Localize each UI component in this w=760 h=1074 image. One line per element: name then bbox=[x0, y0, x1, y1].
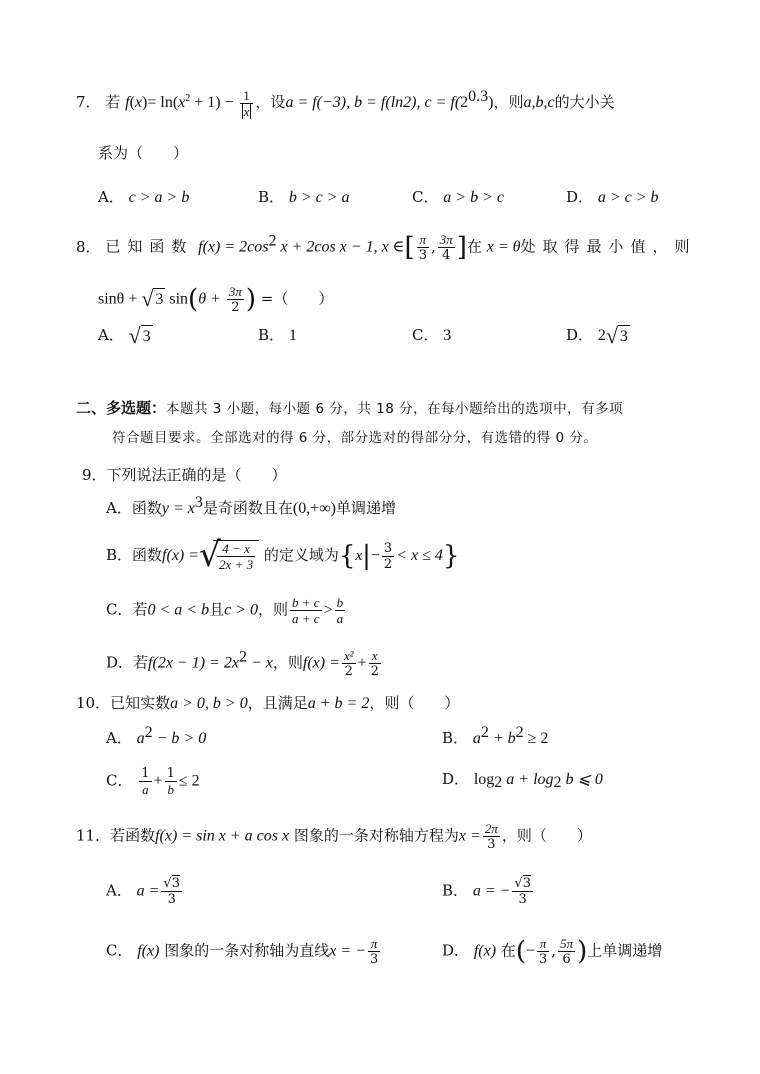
q9-a-text1: 函数 bbox=[131, 499, 162, 517]
q9-option-c-label: C． bbox=[106, 600, 133, 619]
q10-d-rest: b ⩽ 0 bbox=[561, 771, 603, 788]
q8-theta: x = θ bbox=[486, 238, 521, 256]
q7-option-a[interactable] bbox=[98, 186, 189, 209]
q11-d-t2: 5π bbox=[560, 936, 574, 951]
q11-option-b[interactable] bbox=[442, 876, 535, 907]
q9-d-fraction2 bbox=[369, 648, 381, 679]
q11-d-t1: π bbox=[537, 936, 549, 952]
q8-option-a[interactable] bbox=[98, 324, 153, 348]
q7-exp: 0.3 bbox=[468, 88, 489, 106]
q7-lead: 若 bbox=[105, 93, 121, 112]
q11-option-d-label: D． bbox=[442, 941, 470, 960]
q9-a-text3: 单调递增 bbox=[335, 499, 396, 517]
q9-b-set-x: x bbox=[355, 548, 363, 564]
q11-d-fraction1 bbox=[537, 936, 549, 967]
q7-minus: − bbox=[220, 94, 238, 112]
q9-d-top1: x² bbox=[343, 648, 354, 663]
q11-a-bot: 3 bbox=[167, 892, 176, 907]
q10-stem-d: a + b = 2 bbox=[307, 695, 370, 712]
q9-c-top2: b bbox=[336, 595, 344, 610]
q9-b-frac-bot: 2x + 3 bbox=[219, 557, 254, 572]
q8-tail: 处取得最小值，则 bbox=[520, 237, 697, 256]
q9-option-d[interactable] bbox=[106, 648, 383, 679]
q11-b-top: √3 bbox=[514, 876, 531, 891]
q7-frac-top: 1 bbox=[240, 88, 254, 104]
q7-x2: x bbox=[178, 94, 186, 112]
q7-line2 bbox=[98, 142, 188, 164]
q8-option-a-sqrt: √ 3 bbox=[128, 322, 151, 348]
q11-a-top-val: 3 bbox=[171, 876, 180, 891]
q10-b-exp1: 2 bbox=[480, 724, 489, 741]
q8-option-d[interactable] bbox=[566, 324, 630, 348]
q9-option-b[interactable] bbox=[106, 535, 460, 575]
q9-b-set-bar: | bbox=[362, 541, 371, 571]
q8-option-d-sqrt: √ 3 bbox=[605, 322, 628, 348]
q11-a-top: √3 bbox=[163, 876, 180, 891]
q8-bracket-close: ] bbox=[456, 232, 467, 263]
q11-option-b-label: B． bbox=[442, 881, 469, 900]
q11-stem-x: x = bbox=[458, 827, 481, 845]
q7-line1 bbox=[76, 88, 615, 119]
section2-body2: 符合题目要求。全部选对的得 6 分，部分选对的得部分分，有选错的得 0 分。 bbox=[112, 430, 598, 446]
q9-d-fx: f(x) = bbox=[302, 654, 340, 672]
q8-line2a: sinθ + bbox=[98, 290, 142, 308]
q7-option-c[interactable] bbox=[412, 186, 504, 209]
q10-d-log1: log bbox=[473, 771, 495, 788]
q10-c-b1: a bbox=[142, 782, 149, 797]
q7-abc-def: a = f(−3), b = f(ln2), c = f( bbox=[285, 94, 461, 112]
q11-b-top-val: 3 bbox=[522, 876, 531, 891]
q10-c-fraction1 bbox=[139, 766, 151, 797]
q11-stem-a: 若函数 bbox=[110, 826, 156, 845]
q9-a-exp: 3 bbox=[194, 494, 203, 511]
q9-b-text2: 的定义域为 bbox=[263, 546, 339, 564]
q7-arg-close: + 1) bbox=[190, 94, 221, 112]
q11-d-comma: , bbox=[551, 941, 557, 960]
q7-abs-x: x bbox=[243, 104, 250, 119]
q9-c-fraction2 bbox=[335, 595, 346, 626]
q9-b-set-fraction bbox=[382, 541, 394, 572]
q8-int-a bbox=[417, 232, 429, 263]
q8-option-a-text: 3 bbox=[141, 325, 153, 348]
q7-square: 2 bbox=[185, 93, 191, 105]
q8-line2b: sin bbox=[165, 290, 189, 308]
q8-lead: 已知函数 bbox=[105, 237, 194, 256]
q10-stem-e: ，则（ ） bbox=[369, 694, 460, 712]
q9-option-c[interactable] bbox=[106, 595, 347, 626]
q9-d-bot2: 2 bbox=[370, 664, 379, 679]
q9-d-bot1: 2 bbox=[344, 664, 353, 679]
q11-d-paren-open: ( bbox=[515, 936, 526, 967]
q7-option-b[interactable] bbox=[258, 186, 350, 209]
q8-int-b bbox=[438, 232, 455, 263]
q9-a-interval: (0,+∞) bbox=[292, 500, 336, 517]
q10-stem-b: a > 0, b > 0 bbox=[170, 695, 248, 712]
q10-a-a: a bbox=[136, 730, 145, 747]
q9-a-text2: 是奇函数且在 bbox=[202, 499, 293, 517]
q10-d-base2: 2 bbox=[553, 774, 562, 791]
q10-c-tail: ≤ 2 bbox=[178, 772, 200, 790]
q9-stem bbox=[82, 464, 287, 486]
q11-stem-c: ，则（ ） bbox=[501, 826, 592, 845]
q9-b-func: f(x) = bbox=[162, 547, 200, 564]
q11-d-paren-close: ) bbox=[577, 936, 588, 967]
q11-d-text: 上单调递增 bbox=[587, 941, 663, 960]
q7-paren: ( bbox=[129, 94, 135, 112]
q7-arg-open: ( bbox=[172, 94, 179, 112]
q7-option-d-text: a > c > b bbox=[597, 189, 659, 206]
q11-d-fraction2 bbox=[558, 936, 575, 967]
q9-option-b-label: B． bbox=[106, 546, 133, 564]
q11-a-eq: a = bbox=[136, 882, 160, 900]
q9-b-text1: 函数 bbox=[132, 546, 163, 564]
q7-vars: a,b,c bbox=[523, 94, 555, 112]
q8-line1: 8． 已知函数 $f(x) = 2\cos^2$ x + 2cos x − 1, x ∈[ $\frac{\pi}{3}$ , $\frac{3\pi}{4}$ ]在 x = θ处取得最小值，则 bbox=[76, 232, 697, 263]
q9-c-top1: b + c bbox=[292, 595, 320, 610]
q8-option-d-label: D． bbox=[566, 326, 594, 344]
q11-c-fx: f(x) bbox=[137, 942, 160, 960]
q8-line2c: =（ ） bbox=[256, 289, 334, 308]
q10-c-b2: b bbox=[167, 782, 174, 797]
q11-stem-fraction bbox=[483, 821, 500, 852]
q11-c-bot: 3 bbox=[369, 952, 379, 967]
q10-b-rest: ≥ 2 bbox=[523, 730, 549, 747]
q8-option-d-sqrt-text: 3 bbox=[618, 325, 630, 348]
q11-option-a-label: A． bbox=[106, 881, 132, 900]
q8-int-a-top: π bbox=[417, 232, 429, 248]
q8-option-a-label: A． bbox=[98, 326, 124, 344]
q8-option-c[interactable] bbox=[412, 324, 451, 347]
q11-stem-b: 图象的一条对称轴方程为 bbox=[293, 826, 459, 845]
q9-c-fraction1 bbox=[290, 595, 322, 626]
q7-tail: ，则 bbox=[493, 93, 524, 112]
q10-stem-c: ，且满足 bbox=[247, 694, 308, 712]
q8-mid: 在 bbox=[466, 237, 482, 256]
q9-d-exp: 2 bbox=[238, 648, 247, 666]
q9-c-bot2: a bbox=[336, 611, 344, 626]
q9-d-text1: 若 bbox=[133, 653, 149, 672]
q10-option-c-label: C． bbox=[106, 771, 133, 790]
q9-b-brace-close: } bbox=[442, 541, 460, 571]
q7-line2-text: 系为（ ） bbox=[98, 144, 189, 162]
q8-option-b-text: 1 bbox=[288, 327, 297, 344]
q7-option-d[interactable] bbox=[566, 186, 659, 209]
q9-b-sqrt: √ $\frac{4 - x}{2x + 3}$ bbox=[199, 540, 259, 572]
q9-d-func: f(2x − 1) = 2x bbox=[148, 654, 239, 672]
q8-option-c-text: 3 bbox=[443, 327, 452, 344]
q9-c-cond2: c > 0 bbox=[224, 601, 259, 619]
q10-option-a[interactable] bbox=[106, 724, 207, 750]
q9-option-a-label: A． bbox=[106, 499, 132, 517]
q8-frac-top: 3π bbox=[228, 284, 242, 299]
q8-int-b-top: 3π bbox=[439, 232, 453, 247]
q7-option-c-text: a > b > c bbox=[443, 189, 504, 206]
q7-option-b-text: b > c > a bbox=[288, 189, 350, 206]
q8-int-b-bot: 4 bbox=[442, 248, 451, 263]
q10-c-plus: + bbox=[153, 772, 163, 790]
q9-option-d-label: D． bbox=[106, 653, 134, 672]
q9-b-brace-open: { bbox=[338, 541, 356, 571]
q8-int-a-bot: 3 bbox=[418, 248, 427, 263]
q11-a-fraction bbox=[161, 876, 182, 907]
q11-d-b1: 3 bbox=[539, 952, 548, 967]
q9-b-fraction bbox=[217, 541, 255, 572]
q9-b-set-top: 3 bbox=[383, 540, 393, 556]
q7-f: f bbox=[125, 94, 130, 112]
q10-option-c[interactable] bbox=[106, 766, 200, 797]
q7-close: ) bbox=[488, 94, 494, 112]
q10-b-exp2: 2 bbox=[515, 724, 524, 741]
q9-number: 9． bbox=[82, 466, 107, 484]
q11-d-fx: f(x) bbox=[473, 942, 497, 960]
q8-option-b-label: B． bbox=[258, 326, 285, 344]
q8-fraction bbox=[227, 284, 244, 315]
q11-stem-bot: 3 bbox=[487, 837, 496, 852]
q7-option-a-text: c > a > b bbox=[128, 189, 190, 206]
q9-c-gt: > bbox=[323, 601, 333, 619]
q10-option-b-label: B． bbox=[442, 729, 469, 747]
q8-bracket-open: [ bbox=[404, 232, 415, 263]
q10-number: 10． bbox=[76, 694, 111, 712]
q8-line2 bbox=[98, 284, 333, 315]
q11-option-d[interactable] bbox=[442, 936, 662, 967]
q10-option-b[interactable] bbox=[442, 724, 549, 750]
section2-body1: 本题共 3 小题，每小题 6 分，共 18 分，在每小题给出的选项中，有多项 bbox=[166, 401, 624, 417]
q10-b-a: a bbox=[472, 730, 481, 747]
q8-func: f(x) = 2cos bbox=[198, 238, 269, 256]
q9-d-then: ，则 bbox=[272, 653, 303, 672]
q10-c-t2: 1 bbox=[166, 766, 175, 781]
q9-b-frac-top: 4 − x bbox=[217, 541, 255, 557]
q11-b-fraction bbox=[512, 876, 533, 907]
q8-func2: x + 2cos x − 1, x ∈ bbox=[276, 238, 405, 256]
q8-number: 8． bbox=[76, 237, 101, 256]
q7-fraction bbox=[240, 88, 254, 119]
q9-b-set-minus: − bbox=[370, 547, 380, 564]
q10-d-mid: a + log bbox=[502, 771, 554, 788]
q11-d-minus: − bbox=[525, 942, 535, 960]
q7-paren-close: ) bbox=[142, 94, 148, 112]
section2-line2 bbox=[112, 426, 597, 449]
q11-d-b2: 6 bbox=[562, 952, 571, 967]
q10-b-b: + b bbox=[488, 730, 516, 747]
q8-paren-open: ( bbox=[188, 284, 199, 315]
q11-option-c[interactable] bbox=[106, 936, 382, 967]
q8-option-d-text: 2 bbox=[597, 327, 606, 344]
q10-c-t1: 1 bbox=[141, 766, 150, 781]
q9-stem-text: 下列说法正确的是（ ） bbox=[106, 466, 287, 484]
q8-option-c-label: C． bbox=[412, 326, 439, 344]
q10-c-fraction2 bbox=[165, 766, 177, 797]
q7-two: 2 bbox=[460, 94, 469, 112]
q11-c-x: x = − bbox=[329, 942, 366, 960]
q9-c-and: 且 bbox=[209, 600, 225, 619]
q9-d-top2: x bbox=[369, 648, 381, 664]
q11-b-eq: a = − bbox=[472, 882, 511, 900]
q10-option-a-label: A． bbox=[106, 729, 132, 747]
q10-d-base1: 2 bbox=[494, 774, 503, 791]
q8-option-b[interactable] bbox=[258, 324, 297, 347]
q9-c-cond1: 0 < a < b bbox=[147, 601, 210, 619]
q7-option-a-label: A． bbox=[98, 188, 124, 206]
q9-b-set-bot: 2 bbox=[383, 556, 393, 572]
q11-stem-top: 2π bbox=[484, 821, 498, 836]
q8-frac-bot: 2 bbox=[231, 300, 240, 315]
q11-option-a[interactable] bbox=[106, 876, 184, 907]
q9-b-set-right: < x ≤ 4 bbox=[396, 547, 443, 564]
q11-stem-func: f(x) = sin x + a cos x bbox=[155, 827, 290, 845]
q10-a-rest: − b > 0 bbox=[152, 730, 207, 747]
q10-stem bbox=[76, 692, 459, 715]
q11-c-fraction bbox=[368, 936, 380, 967]
q7-tail2: 的大小关 bbox=[554, 93, 615, 112]
q9-c-text1: 若 bbox=[132, 600, 148, 619]
q9-option-a[interactable] bbox=[106, 494, 396, 520]
q11-stem bbox=[76, 821, 592, 852]
section2-title: 二、多选题： bbox=[76, 399, 167, 417]
q7-comma: ，设 bbox=[255, 93, 286, 112]
q8-square: 2 bbox=[268, 232, 277, 250]
q7-option-b-label: B． bbox=[258, 188, 285, 206]
q7-option-d-label: D． bbox=[566, 188, 594, 206]
q9-d-plus: + bbox=[357, 654, 367, 672]
q10-a-exp: 2 bbox=[144, 724, 153, 741]
q11-c-text: 图象的一条对称轴为直线 bbox=[164, 941, 330, 960]
q7-ln: = ln bbox=[147, 94, 173, 112]
q9-d-fraction1 bbox=[342, 648, 356, 679]
q8-paren-close: ) bbox=[245, 284, 257, 315]
q9-a-func: y = x bbox=[161, 500, 195, 517]
q11-b-bot: 3 bbox=[518, 892, 527, 907]
q11-number: 11． bbox=[76, 826, 111, 845]
q10-stem-a: 已知实数 bbox=[110, 694, 171, 712]
q9-c-bot1: a + c bbox=[292, 611, 320, 626]
section2-line1 bbox=[76, 397, 623, 420]
q7-option-c-label: C． bbox=[412, 188, 439, 206]
q11-c-top: π bbox=[368, 936, 380, 952]
q8-sqrt3: 3 bbox=[153, 288, 165, 311]
q9-c-then: ，则 bbox=[258, 600, 289, 619]
q8-sqrt: √ 3 bbox=[141, 286, 164, 311]
q9-d-minus-x: − x bbox=[246, 654, 273, 672]
q7-frac-bot bbox=[240, 104, 254, 119]
q8-theta2: θ + bbox=[198, 290, 225, 308]
q7-number: 7． bbox=[76, 93, 101, 112]
q10-option-d-label: D． bbox=[442, 770, 470, 788]
q11-d-in: 在 bbox=[500, 941, 516, 960]
q11-option-c-label: C． bbox=[106, 941, 133, 960]
q7-x: x bbox=[134, 94, 143, 112]
q10-option-d[interactable] bbox=[442, 768, 603, 791]
